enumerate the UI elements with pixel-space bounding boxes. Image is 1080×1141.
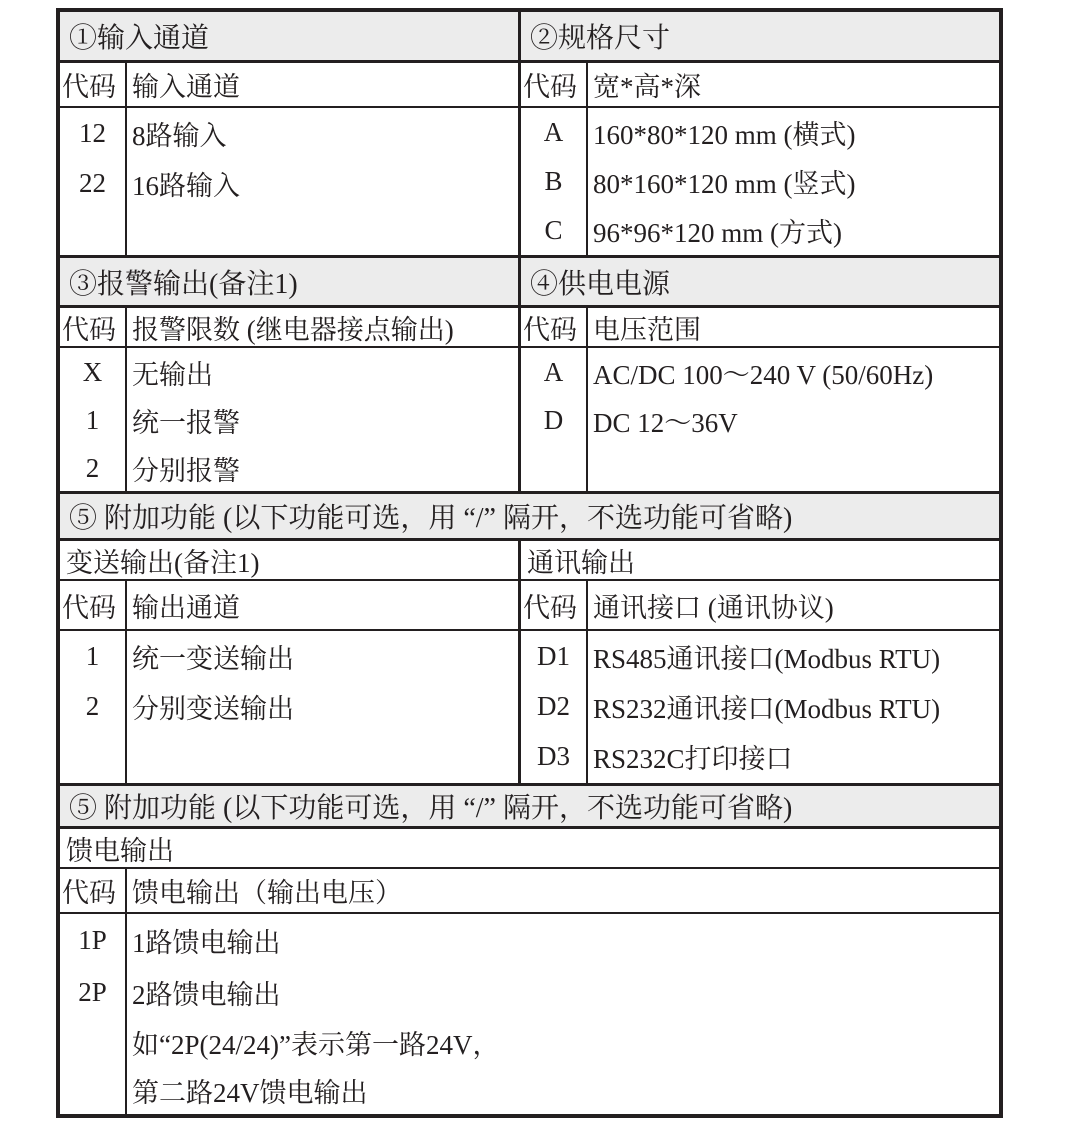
ordering-table: [56, 8, 1003, 1118]
column-header-row: [60, 308, 518, 348]
code-value: 1: [85, 404, 100, 435]
section-feed-power-output: [60, 829, 999, 1114]
code-value: X: [82, 356, 103, 387]
column-header-desc: 电压范围: [593, 314, 701, 345]
column-header-desc: 输出通道: [132, 592, 240, 623]
column-header-row: [60, 63, 518, 108]
code-column: [521, 108, 588, 255]
section-power-supply: [518, 258, 999, 491]
data-zone: [60, 914, 999, 1114]
code-value: B: [544, 166, 563, 196]
code-value: 22: [79, 167, 106, 198]
column-header-code: 代码: [60, 581, 127, 629]
desc-column: [127, 108, 518, 255]
band-transmit-and-comm: [60, 538, 999, 783]
column-header-code: 代码: [521, 63, 588, 106]
section-communication-output: [518, 541, 999, 783]
code-value: 2P: [78, 976, 107, 1007]
column-header-row: [521, 63, 999, 108]
desc-value: 2路馈电输出: [132, 979, 281, 1010]
column-header-row: [60, 581, 518, 631]
code-value: D1: [537, 640, 570, 671]
data-zone: [60, 108, 518, 255]
column-header-row: [521, 308, 999, 348]
desc-value: 分别报警: [132, 455, 240, 486]
section-title-additional-functions-1: ⑤ 附加功能 (以下功能可选，用 “/” 隔开，不选功能可省略): [60, 494, 999, 538]
code-value: A: [543, 356, 564, 387]
data-zone: [60, 348, 518, 491]
code-value: D3: [537, 740, 570, 771]
desc-value: 160*80*120 mm (横式): [593, 120, 856, 150]
desc-value: 统一报警: [132, 407, 240, 438]
band-alarm-and-power: [60, 255, 999, 491]
desc-value: RS232C打印接口: [593, 743, 793, 774]
band-feed-power-output: [60, 826, 999, 1114]
code-column: [60, 631, 127, 783]
section-title-additional-functions-2: ⑤ 附加功能 (以下功能可选，用 “/” 隔开，不选功能可省略): [60, 786, 999, 826]
desc-column: [588, 108, 999, 255]
desc-column: [588, 631, 999, 783]
desc-column: [127, 914, 999, 1114]
code-value: C: [544, 215, 563, 245]
column-header-desc: 输入通道: [132, 72, 240, 102]
section-dimensions: [518, 12, 999, 255]
subsection-title-transmit-output: 变送输出(备注1): [60, 541, 518, 581]
desc-value: RS232通讯接口(Modbus RTU): [593, 693, 941, 724]
desc-column: [127, 348, 518, 491]
code-value: 2: [85, 452, 100, 483]
desc-value: RS485通讯接口(Modbus RTU): [593, 643, 941, 674]
section-input-channel: [60, 12, 518, 255]
desc-column: [127, 631, 518, 783]
column-header-desc: 报警限数 (继电器接点输出): [132, 314, 454, 345]
section-transmit-output: [60, 541, 518, 783]
data-zone: [521, 348, 999, 491]
column-header-desc: 宽*高*深: [593, 72, 701, 102]
code-column: [60, 348, 127, 491]
desc-value: 16路输入: [132, 170, 240, 201]
code-value: D: [543, 404, 564, 435]
code-column: [521, 348, 588, 491]
code-value: 12: [79, 117, 106, 148]
column-header-row: [60, 869, 999, 914]
desc-note-line-2: 第二路24V馈电输出: [132, 1077, 368, 1108]
section-title-power-supply: ④供电电源: [521, 258, 999, 308]
code-value: 1: [85, 640, 100, 671]
column-header-code: 代码: [521, 308, 588, 346]
band-input-and-size: [60, 12, 999, 255]
desc-value: DC 12～36V: [593, 407, 738, 438]
section-title-alarm-output: ③报警输出(备注1): [60, 258, 518, 308]
desc-value: 1路馈电输出: [132, 927, 281, 958]
data-zone: [521, 108, 999, 255]
desc-column: [588, 348, 999, 491]
code-value: 1P: [78, 924, 107, 955]
section-alarm-output: [60, 258, 518, 491]
column-header-row: [521, 581, 999, 631]
desc-value: 统一变送输出: [132, 643, 294, 674]
subsection-title-communication-output: 通讯输出: [521, 541, 999, 581]
column-header-code: 代码: [60, 308, 127, 346]
code-value: A: [543, 117, 564, 147]
data-zone: [521, 631, 999, 783]
band-additional-functions-banner-2: [60, 783, 999, 826]
desc-value: 无输出: [132, 359, 213, 390]
section-title-input-channel: ①输入通道: [60, 12, 518, 63]
desc-note-line-1: 如“2P(24/24)”表示第一路24V，: [132, 1029, 500, 1060]
desc-value: AC/DC 100～240 V (50/60Hz): [593, 359, 934, 390]
column-header-desc: 馈电输出（输出电压）: [132, 878, 402, 908]
code-value: D2: [537, 690, 570, 721]
desc-value: 8路输入: [132, 120, 227, 151]
subsection-title-feed-power-output: 馈电输出: [60, 829, 999, 869]
band-additional-functions-banner-1: [60, 491, 999, 538]
column-header-code: 代码: [60, 63, 127, 106]
column-header-code: 代码: [60, 869, 127, 912]
code-column: [60, 108, 127, 255]
desc-value: 80*160*120 mm (竖式): [593, 169, 856, 199]
section-title-dimensions: ②规格尺寸: [521, 12, 999, 63]
desc-value: 96*96*120 mm (方式): [593, 218, 842, 248]
code-column: [60, 914, 127, 1114]
desc-value: 分别变送输出: [132, 693, 294, 724]
data-zone: [60, 631, 518, 783]
column-header-desc: 通讯接口 (通讯协议): [593, 592, 834, 623]
column-header-code: 代码: [521, 581, 588, 629]
code-column: [521, 631, 588, 783]
code-value: 2: [85, 690, 100, 721]
